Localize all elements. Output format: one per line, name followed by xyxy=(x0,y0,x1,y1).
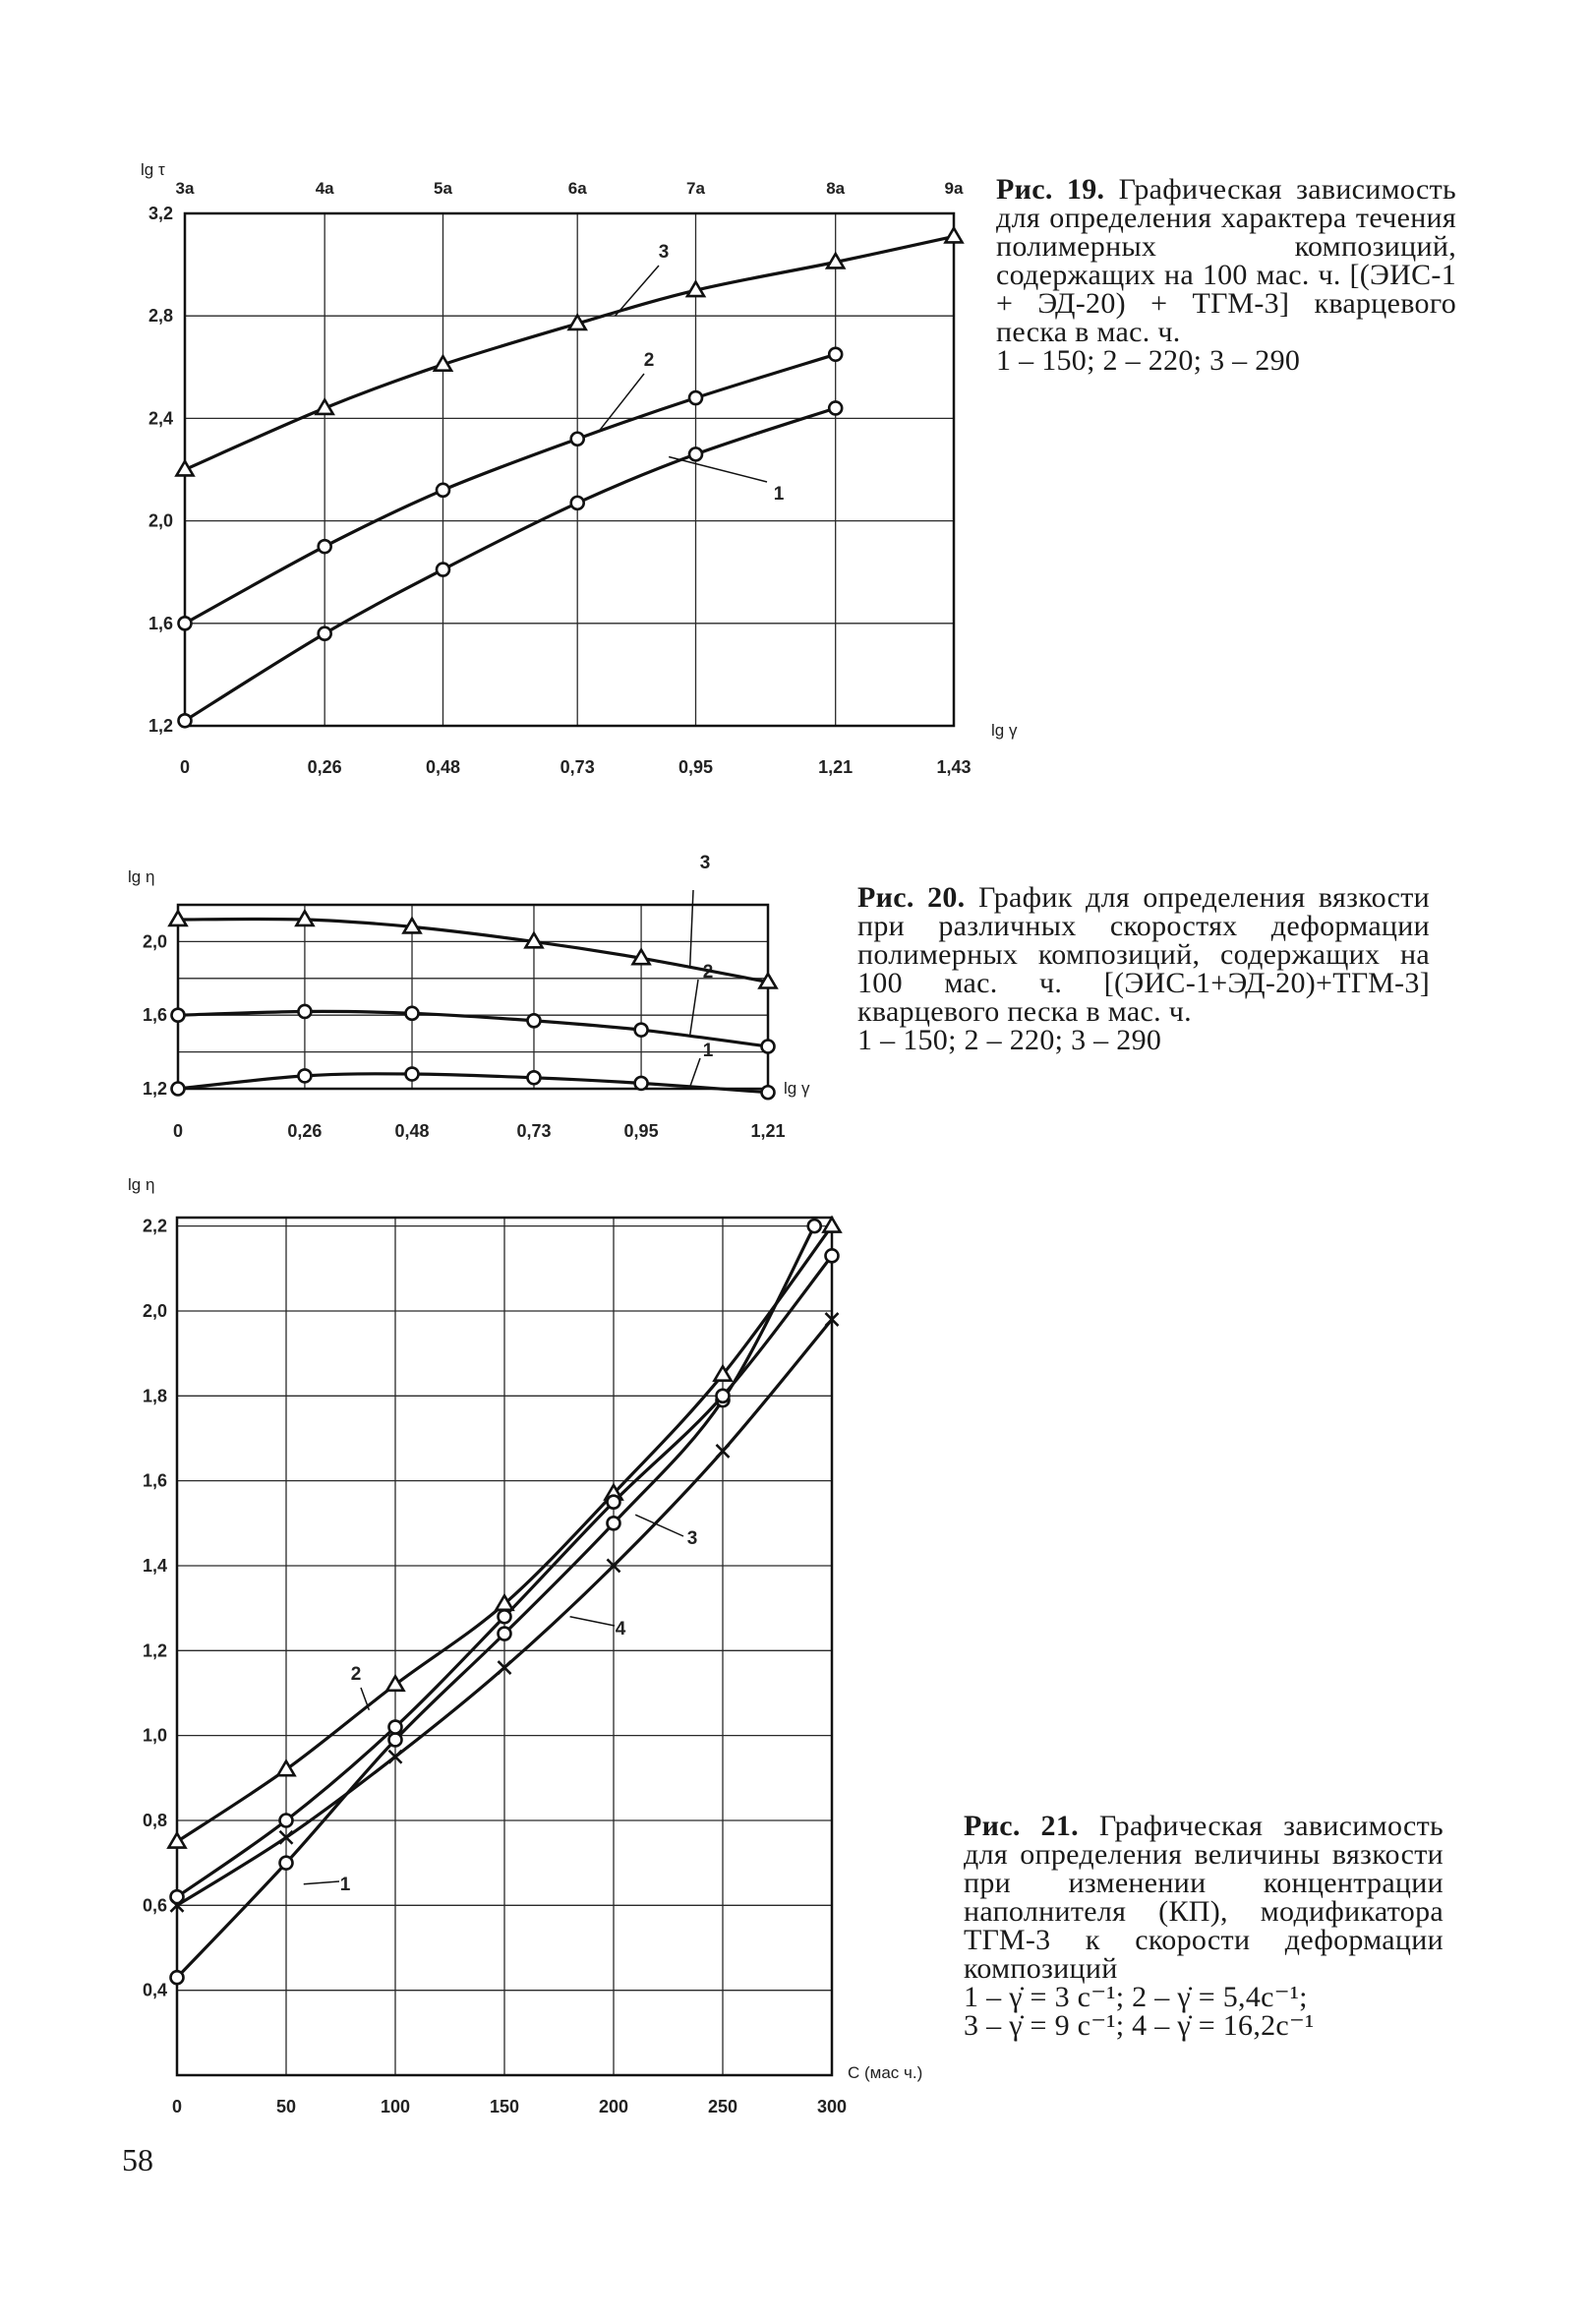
fig20-x-tick-label: 0,26 xyxy=(287,1121,323,1141)
fig21-y-tick-label: 1,6 xyxy=(142,1470,167,1491)
fig21-series-3-point xyxy=(280,1814,293,1826)
fig21-series-2-point xyxy=(278,1761,295,1775)
fig20-series-2-leader xyxy=(690,980,698,1036)
fig21-y-tick-label: 1,0 xyxy=(142,1725,167,1746)
fig21-series-3-point xyxy=(826,1249,839,1262)
fig21-series-1-point xyxy=(499,1628,511,1640)
fig20-x-tick-label: 1,21 xyxy=(750,1121,786,1141)
fig20-x-axis-label: lg γ xyxy=(784,1079,810,1098)
fig21-series-3-label: 3 xyxy=(686,1528,698,1549)
fig21-y-tick-label: 1,4 xyxy=(142,1555,167,1576)
fig19-x-tick-label: 0,73 xyxy=(560,757,595,777)
chart-fig20 xyxy=(128,853,810,1141)
fig20-x-tick-label: 0,48 xyxy=(394,1121,430,1141)
fig21-x-tick-label: 0 xyxy=(171,2097,183,2116)
fig21-series-4-label: 4 xyxy=(615,1619,626,1639)
fig19-series-1-point xyxy=(571,497,584,509)
fig20-series-2-point xyxy=(298,1005,311,1018)
fig19-y-tick-label: 2,4 xyxy=(147,408,173,429)
fig21-x-axis-label: C (мас ч.) xyxy=(848,2063,923,2082)
fig19-y-axis-label: lg τ xyxy=(141,160,165,179)
fig19-top-label: 4a xyxy=(315,179,334,198)
fig20-series-1 xyxy=(172,1041,775,1099)
fig20-series-2-point xyxy=(527,1014,540,1027)
fig19-series-1-leader xyxy=(669,456,767,482)
fig19-series-1-point xyxy=(437,564,449,576)
fig21-series-1-point xyxy=(171,1971,184,1984)
fig19-x-tick-label: 0,48 xyxy=(425,757,461,777)
fig21-x-tick-label: 250 xyxy=(707,2097,738,2116)
fig21-series-2-point xyxy=(824,1218,841,1231)
chart-fig19 xyxy=(141,160,1018,777)
caption-fig21-body: Графическая зависимость для определения величины вязкости при изменении концентрации наполнителя (КП), модификатора ТГМ-3 к скорости деформации композиций xyxy=(964,1810,1444,1985)
fig20-series-2-point xyxy=(762,1040,775,1052)
fig21-grid xyxy=(177,1218,832,2075)
fig20-series-1-point xyxy=(762,1086,775,1099)
fig20-series-1-point xyxy=(172,1083,185,1096)
fig19-series-2-point xyxy=(571,433,584,446)
fig19-series-1-point xyxy=(319,627,331,640)
caption-fig20-body: График для определения вязкости при различных скоростях деформации полимерных композиций, содержащих на 100 мас. ч. [(ЭИС-1+ЭД-20)+ТГМ-3] кварцевого песка в мас. ч. xyxy=(857,881,1430,1028)
fig20-y-axis-label: lg η xyxy=(128,867,155,886)
fig21-series-3-point xyxy=(717,1390,730,1402)
fig19-series-3 xyxy=(177,228,963,476)
fig20-x-tick-label: 0,95 xyxy=(623,1121,659,1141)
fig20-series-2-point xyxy=(406,1007,419,1020)
fig21-series-2-label: 2 xyxy=(350,1664,362,1685)
fig21-series-3-point xyxy=(389,1721,402,1734)
fig21-series-1-point xyxy=(280,1857,293,1870)
page-number: 58 xyxy=(122,2142,153,2177)
fig19-x-tick-label: 0,26 xyxy=(307,757,342,777)
caption-fig19-title: Рис. 19. xyxy=(996,173,1105,206)
fig19-x-tick-label: 0,95 xyxy=(678,757,714,777)
fig21-series-1-leader xyxy=(304,1881,339,1884)
fig21-x-tick-label: 50 xyxy=(275,2097,297,2116)
fig20-y-tick-label: 2,0 xyxy=(142,931,167,952)
fig19-x-tick-label: 0 xyxy=(179,757,191,777)
fig19-series-1-line xyxy=(185,408,836,721)
fig19-series-2-point xyxy=(689,391,702,404)
fig19-series-1-label: 1 xyxy=(773,484,785,505)
fig21-y-tick-label: 1,8 xyxy=(142,1386,167,1406)
fig20-series-3-line xyxy=(178,919,768,982)
fig21-series-3-point xyxy=(608,1496,620,1509)
fig19-series-2-line xyxy=(185,354,836,624)
fig19-top-label: 5a xyxy=(434,179,452,198)
fig21-y-tick-label: 1,2 xyxy=(142,1640,167,1661)
caption-fig19-legend: 1 – 150; 2 – 220; 3 – 290 xyxy=(996,344,1301,377)
fig20-series-1-leader xyxy=(690,1058,700,1087)
fig21-series-1-point xyxy=(389,1733,402,1746)
fig19-y-tick-label: 2,0 xyxy=(147,510,173,531)
fig19-x-axis-label: lg γ xyxy=(991,721,1018,740)
fig21-y-tick-label: 0,6 xyxy=(142,1895,167,1916)
fig19-top-label: 8a xyxy=(826,179,846,198)
fig19-y-tick-label: 3,2 xyxy=(147,204,173,223)
fig20-series-3 xyxy=(170,853,777,987)
fig21-y-axis-label: lg η xyxy=(128,1175,155,1194)
fig20-series-2-point xyxy=(172,1009,185,1022)
fig21-y-tick-label: 0,4 xyxy=(142,1980,167,2000)
fig21-series-2-point xyxy=(169,1833,186,1847)
fig21-series-1-point xyxy=(808,1220,821,1232)
fig21-x-tick-label: 200 xyxy=(598,2097,629,2116)
fig21-y-tick-label: 2,2 xyxy=(142,1216,167,1236)
fig19-series-1 xyxy=(179,401,843,727)
fig20-series-1-point xyxy=(527,1071,540,1084)
fig21-series-1-line xyxy=(177,1226,814,1978)
fig21-series-3-point xyxy=(499,1610,511,1623)
caption-fig20-legend: 1 – 150; 2 – 220; 3 – 290 xyxy=(857,1024,1162,1056)
fig21-series-1-label: 1 xyxy=(339,1875,351,1895)
fig19-top-label: 3a xyxy=(175,179,195,198)
fig19-y-tick-label: 1,6 xyxy=(147,613,173,633)
chart-fig21 xyxy=(128,1175,922,2116)
fig21-series-4-leader xyxy=(570,1617,615,1626)
fig19-top-label: 7a xyxy=(686,179,705,198)
fig19-series-3-point xyxy=(946,228,963,242)
caption-fig21-legend-1: 1 – γ̇ = 3 с⁻¹; 2 – γ̇ = 5,4с⁻¹; xyxy=(964,1981,1308,2013)
fig20-series-1-label: 1 xyxy=(702,1041,714,1061)
caption-fig20-title: Рис. 20. xyxy=(857,881,966,914)
fig19-series-1-point xyxy=(689,447,702,460)
fig21-x-tick-label: 100 xyxy=(380,2097,411,2116)
fig19-series-2-point xyxy=(437,484,449,497)
fig20-y-tick-label: 1,2 xyxy=(142,1079,167,1099)
fig19-series-1-point xyxy=(829,401,842,414)
fig19-series-3-leader xyxy=(615,266,659,316)
fig19-top-label: 9a xyxy=(944,179,964,198)
fig20-series-2-line xyxy=(178,1011,768,1046)
caption-fig21 xyxy=(964,1812,1444,2040)
fig19-x-tick-label: 1,21 xyxy=(818,757,854,777)
fig20-series-2-point xyxy=(635,1024,648,1037)
fig20-series-3-leader xyxy=(690,890,693,968)
caption-fig20 xyxy=(857,883,1430,1054)
fig19-top-label: 6a xyxy=(567,179,587,198)
fig21-series-1-point xyxy=(608,1517,620,1529)
fig19-series-2-label: 2 xyxy=(643,350,655,371)
fig19-y-tick-label: 2,8 xyxy=(147,306,173,327)
fig20-x-tick-label: 0,73 xyxy=(516,1121,552,1141)
fig20-series-2 xyxy=(172,962,775,1052)
fig20-series-2-label: 2 xyxy=(702,962,714,983)
fig20-series-1-point xyxy=(298,1069,311,1082)
fig20-y-tick-label: 1,6 xyxy=(142,1005,167,1026)
fig21-x-tick-label: 300 xyxy=(816,2097,848,2116)
fig21-y-tick-label: 2,0 xyxy=(142,1300,167,1321)
fig21-x-tick-label: 150 xyxy=(489,2097,520,2116)
fig20-series-1-point xyxy=(635,1077,648,1090)
fig21-y-tick-label: 0,8 xyxy=(142,1810,167,1830)
fig19-series-1-point xyxy=(179,714,192,727)
caption-fig19-body: Графическая зависимость для определения характера течения полимерных композиций, содержащих на 100 мас. ч. [(ЭИС-1 + ЭД-20) + ТГМ-3] кварцевого песка в мас. ч. xyxy=(996,173,1456,348)
fig19-series-2 xyxy=(179,348,843,630)
fig20-x-tick-label: 0 xyxy=(172,1121,184,1141)
fig19-x-tick-label: 1,43 xyxy=(936,757,972,777)
fig19-series-2-point xyxy=(179,617,192,629)
fig19-series-3-label: 3 xyxy=(658,242,670,263)
fig19-y-tick-label: 1,2 xyxy=(147,716,173,736)
fig20-series-3-label: 3 xyxy=(699,853,711,873)
fig19-series-2-point xyxy=(319,540,331,553)
fig19-series-2-point xyxy=(829,348,842,361)
caption-fig21-title: Рис. 21. xyxy=(964,1810,1079,1842)
caption-fig21-legend-2: 3 – γ̇ = 9 с⁻¹; 4 – γ̇ = 16,2с⁻¹ xyxy=(964,2009,1315,2042)
caption-fig19 xyxy=(996,175,1456,375)
fig20-series-1-point xyxy=(406,1068,419,1081)
